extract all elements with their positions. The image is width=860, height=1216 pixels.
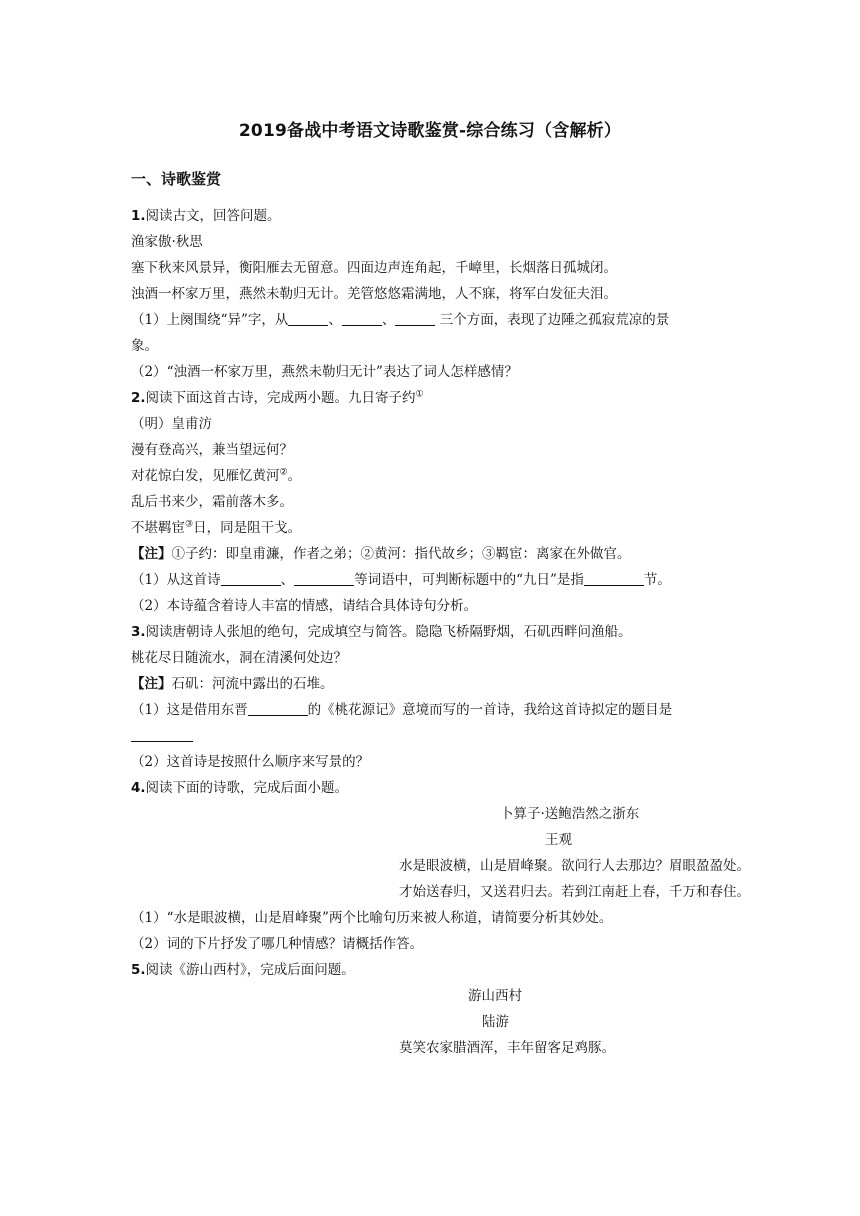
section-heading: 一、诗歌鉴赏 — [131, 170, 222, 188]
subquestion-3-1 — [131, 697, 731, 723]
text: 、 — [381, 312, 396, 328]
answer-blank[interactable] — [395, 310, 435, 326]
text: 、 — [280, 572, 295, 588]
text: 三个方面，表现了边陲之孤寂荒凉的景 — [439, 312, 670, 328]
poem-line — [131, 463, 731, 489]
answer-blank[interactable] — [221, 570, 281, 586]
poem-stanza: 才始送春归，又送君归去。若到江南赶上春，千万和春住。 — [399, 884, 750, 900]
answer-blank[interactable] — [584, 570, 644, 586]
prompt-text: 阅读古文，回答问题。 — [145, 208, 281, 224]
poem-line — [131, 515, 731, 541]
footnote-marker: ② — [279, 467, 288, 478]
subquestion-3-2: （2）这首诗是按照什么顺序来写景的？ — [131, 754, 370, 770]
subquestion-1-1 — [131, 307, 731, 333]
note-label: 【注】 — [131, 676, 172, 692]
answer-blank[interactable] — [131, 726, 193, 742]
prompt-text: 阅读《游山西村》，完成后面问题。 — [145, 962, 355, 978]
poem-title: 游山西村 — [468, 988, 522, 1004]
poem-line: 浊酒一杯家万里，燕然未勒归无计。羌管悠悠霜满地，人不寐，将军白发征夫泪。 — [131, 286, 617, 302]
prompt-text: 阅读下面这首古诗，完成两小题。九日寄子约 — [145, 390, 416, 406]
poem-title: 卜算子·送鲍浩然之浙东 — [500, 806, 640, 822]
text: 不堪羁宦 — [131, 520, 185, 536]
subquestion-4-2: （2）词的下片抒发了哪几种情感？请概括作答。 — [131, 936, 424, 952]
poem-line: 莫笑农家腊酒浑，丰年留客足鸡豚。 — [399, 1040, 615, 1056]
prompt-text: 阅读下面的诗歌，完成后面小题。 — [145, 780, 349, 796]
poem-line: 桃花尽日随流水，洞在清溪何处边？ — [131, 650, 347, 666]
note-text: ①子约：即皇甫濂，作者之弟；②黄河：指代故乡；③羁宦：离家在外做官。 — [171, 546, 631, 562]
subquestion-1-1-cont: 象。 — [131, 338, 158, 354]
poem-author: 陆游 — [482, 1014, 509, 1030]
text: 对花惊白发，见雁忆黄河 — [131, 468, 280, 484]
subquestion-2-2: （2）本诗蕴含着诗人丰富的情感，请结合具体诗句分析。 — [131, 598, 478, 614]
text: 等词语中，可判断标题中的“九日”是指 — [354, 572, 584, 588]
answer-blank[interactable] — [294, 570, 354, 586]
note-text: 石矶：河流中露出的石堆。 — [171, 676, 334, 692]
text: 日，同是阻干戈。 — [193, 520, 302, 536]
question-number: 5. — [131, 962, 146, 978]
note — [131, 541, 731, 567]
footnote-marker: ① — [415, 389, 424, 400]
subquestion-3-1-cont — [131, 723, 731, 749]
question-2-prompt — [131, 385, 731, 411]
poem-line: 塞下秋来风景异，衡阳雁去无留意。四面边声连角起，千嶂里，长烟落日孤城闭。 — [131, 260, 617, 276]
text: （1）上阕围绕“异”字，从 — [131, 312, 289, 328]
footnote-marker: ③ — [185, 519, 194, 530]
document-title: 2019备战中考语文诗歌鉴赏-综合练习（含解析） — [238, 121, 622, 141]
question-5-prompt — [131, 957, 731, 983]
answer-blank[interactable] — [248, 700, 308, 716]
poem-stanza: 水是眼波横，山是眉峰聚。欲问行人去那边？眉眼盈盈处。 — [399, 858, 750, 874]
poem-author: 王观 — [545, 832, 572, 848]
text: （1）从这首诗 — [131, 572, 221, 588]
answer-blank[interactable] — [288, 310, 328, 326]
text: 的《桃花源记》意境而写的一首诗，我给这首诗拟定的题目是 — [307, 702, 673, 718]
text: 、 — [328, 312, 342, 328]
document-body — [131, 203, 750, 1061]
prompt-text: 阅读唐朝诗人张旭的绝句，完成填空与简答。隐隐飞桥隔野烟，石矶西畔问渔船。 — [145, 624, 632, 640]
poem-line: 乱后书来少，霜前落木多。 — [131, 494, 293, 510]
poem-title: 渔家傲·秋思 — [131, 234, 203, 250]
note — [131, 671, 731, 697]
subquestion-2-1 — [131, 567, 731, 593]
note-label: 【注】 — [131, 546, 172, 562]
question-4-prompt — [131, 775, 731, 801]
text: 节。 — [643, 572, 671, 588]
answer-blank[interactable] — [342, 310, 382, 326]
question-1-prompt — [131, 203, 731, 229]
question-number: 4. — [131, 780, 146, 796]
subquestion-1-2: （2）“浊酒一杯家万里，燕然未勒归无计”表达了词人怎样感情？ — [131, 364, 518, 380]
question-number: 2. — [131, 390, 146, 406]
question-number: 3. — [131, 624, 146, 640]
question-number: 1. — [131, 208, 146, 224]
poem-author: （明）皇甫汸 — [131, 416, 212, 432]
subquestion-4-1: （1）“水是眼波横，山是眉峰聚”两个比喻句历来被人称道，请简要分析其妙处。 — [131, 910, 613, 926]
poem-line: 漫有登高兴，兼当望远何？ — [131, 442, 293, 458]
question-3-prompt — [131, 619, 731, 645]
text: （1）这是借用东晋 — [131, 702, 248, 718]
text: 。 — [287, 468, 302, 484]
